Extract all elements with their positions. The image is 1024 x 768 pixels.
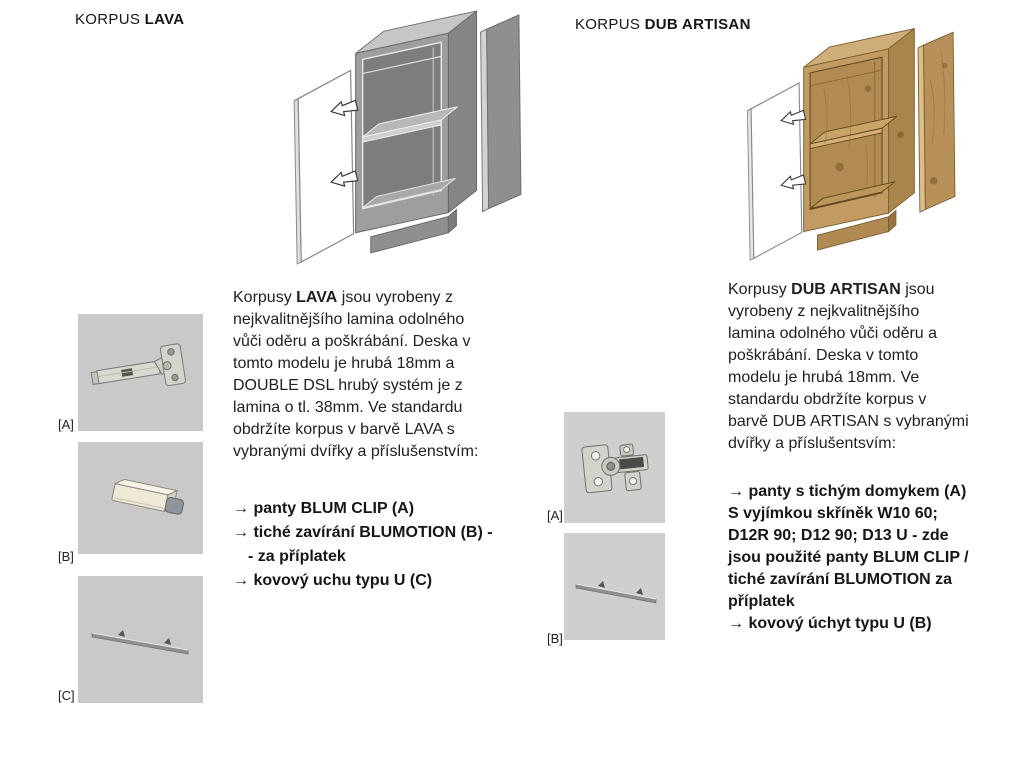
panel-face (924, 32, 955, 209)
text-line: → kovový uchu typu U (C) (233, 572, 433, 589)
door-face (751, 83, 802, 258)
text-line: S vyjímkou skříněk W10 60; (728, 505, 938, 522)
lava-feature-list (233, 497, 493, 593)
blum-clip-hinge-icon (89, 343, 186, 397)
text-line: Korpusy LAVA jsou vyrobeny z (233, 289, 453, 306)
dub-item-b-image (564, 533, 665, 640)
label-a-left: [A] (58, 417, 74, 432)
label-c-left: [C] (58, 688, 75, 703)
u-handle-icon (92, 630, 188, 654)
text-line: modelu je hrubá 18mm. Ve (728, 369, 920, 386)
dub-description (728, 279, 969, 455)
text-line: DOUBLE DSL hrubý systém je z (233, 377, 463, 394)
door-face (298, 70, 353, 261)
left-section-title: KORPUS LAVA (75, 11, 185, 28)
text-line: → panty BLUM CLIP (A) (233, 500, 415, 517)
text-line: dvířky a příslušentsvím: (728, 435, 897, 452)
text-line: jsou použité panty BLUM CLIP / (728, 549, 969, 566)
text-line: → tiché zavírání BLUMOTION (B) - (233, 524, 493, 541)
text-line: příplatek (728, 593, 795, 610)
text-line: lamina odolného vůči oděru a (728, 325, 938, 342)
text-line: tiché zavírání BLUMOTION za (728, 571, 953, 588)
text-line: standardu obdržíte korpus v (728, 391, 927, 408)
text-line: barvě DUB ARTISAN s vybranými (728, 413, 969, 430)
text-line: vyrobeny z nejkvalitnějšího (728, 303, 920, 320)
dub-artisan-cabinet-illustration (736, 24, 958, 262)
lava-item-b-image (78, 442, 203, 554)
lava-item-c-image (78, 576, 203, 703)
text-line: - za příplatek (248, 548, 346, 565)
text-line: nejkvalitnějšího lamina odolného (233, 311, 465, 328)
text-line: → kovový úchyt typu U (B) (728, 615, 932, 632)
text-line: poškrábání. Deska v tomto (728, 347, 919, 364)
text-line: tomto modelu je hrubá 18mm a (233, 355, 455, 372)
dub-item-a-image (564, 412, 665, 523)
text-line: lamina o tl. 38mm. Ve standardu (233, 399, 463, 416)
text-line: vybranými dvířky a příslušenstvím: (233, 443, 479, 460)
blumotion-damper-icon (112, 478, 186, 515)
label-a-right: [A] (547, 508, 563, 523)
text-line: D12R 90; D12 90; D13 U - zde (728, 527, 949, 544)
lava-description (233, 287, 478, 463)
panel-face (487, 15, 521, 208)
lava-cabinet-illustration (282, 6, 524, 266)
text-line: obdržíte korpus v barvě LAVA s (233, 421, 455, 438)
label-b-left: [B] (58, 549, 74, 564)
label-b-right: [B] (547, 631, 563, 646)
text-line: Korpusy DUB ARTISAN jsou (728, 281, 935, 298)
text-line: vůči oděru a poškrábání. Deska v (233, 333, 471, 350)
dub-feature-list (728, 481, 969, 635)
soft-close-hinge-icon (582, 441, 651, 495)
right-section-title: KORPUS DUB ARTISAN (575, 16, 751, 33)
carcass-side (889, 29, 915, 213)
u-handle-icon (576, 581, 656, 603)
carcass-side (448, 11, 476, 213)
text-line: → panty s tichým domykem (A) (728, 483, 967, 500)
lava-item-a-image (78, 314, 203, 431)
